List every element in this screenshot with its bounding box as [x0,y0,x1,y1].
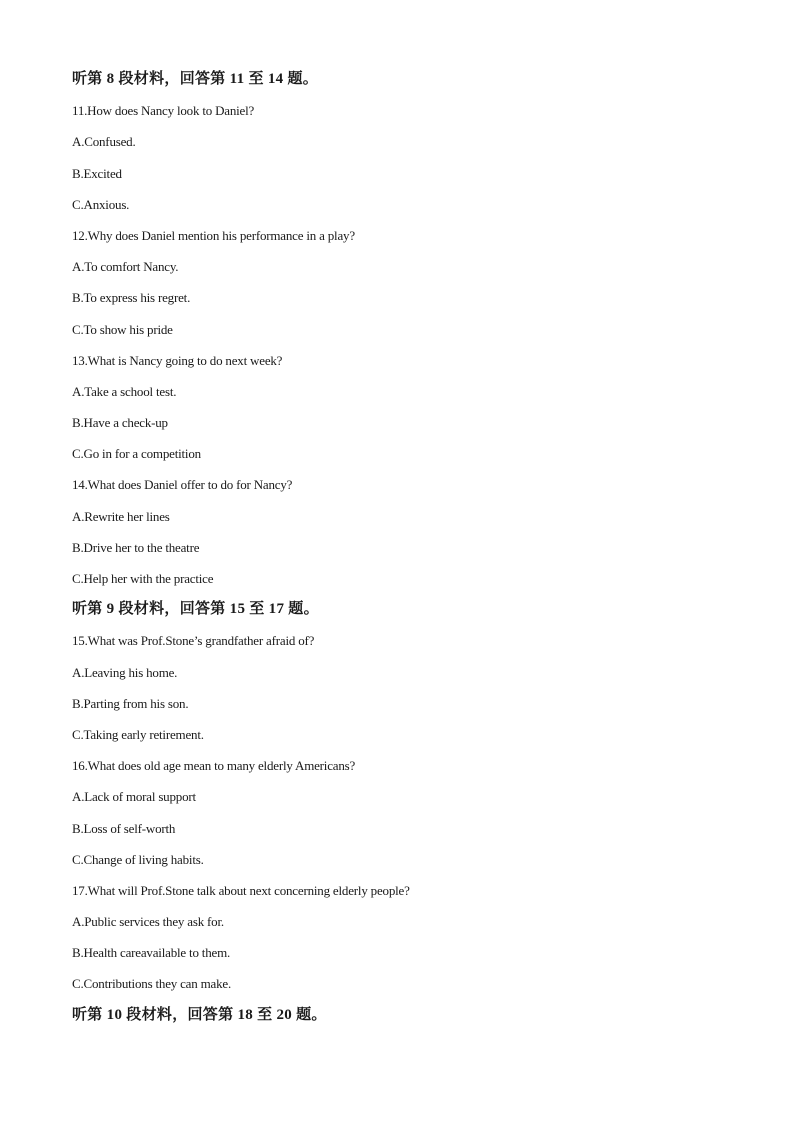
answer-option: B.Loss of self-worth [72,820,176,836]
section-heading: 听第 9 段材料，回答第 15 至 17 题。 [72,601,319,618]
answer-option: B.Excited [72,165,122,181]
question-stem: 13.What is Nancy going to do next week? [72,352,283,368]
answer-option: A.Confused. [72,134,136,150]
answer-option: B.Drive her to the theatre [72,539,200,555]
answer-option: B.To express his regret. [72,290,191,306]
answer-option: A.To comfort Nancy. [72,259,179,275]
document-page [72,64,732,1031]
answer-option: C.Help her with the practice [72,571,214,586]
question-stem: 14.What does Daniel offer to do for Nancy? [72,477,293,493]
answer-option: C.Taking early retirement. [72,726,204,742]
question-stem: 12.Why does Daniel mention his performance in a play? [72,227,355,243]
question-stem: 17.What will Prof.Stone talk about next concerning elderly people? [72,882,410,898]
answer-option: A.Rewrite her lines [72,508,170,524]
question-stem: 16.What does old age mean to many elderly Americans? [72,758,356,774]
answer-option: B.Have a check-up [72,415,168,431]
answer-option: A.Take a school test. [72,383,177,399]
answer-option: A.Leaving his home. [72,664,178,680]
question-stem: 11.How does Nancy look to Daniel? [72,103,255,119]
answer-option: C.Anxious. [72,196,130,212]
section-heading: 听第 10 段材料，回答第 18 至 20 题。 [72,1006,327,1023]
answer-option: C.Contributions they can make. [72,976,232,992]
answer-option: A.Public services they ask for. [72,914,224,930]
answer-option: C.To show his pride [72,321,173,337]
answer-option: B.Health careavailable to them. [72,945,231,961]
answer-option: C.Go in for a competition [72,446,201,462]
question-stem: 15.What was Prof.Stone’s grandfather afraid of? [72,633,315,649]
section-heading: 听第 8 段材料，回答第 11 至 14 题。 [72,71,319,87]
answer-option: C.Change of living habits. [72,851,204,867]
answer-option: A.Lack of moral support [72,789,196,805]
answer-option: B.Parting from his son. [72,695,189,711]
